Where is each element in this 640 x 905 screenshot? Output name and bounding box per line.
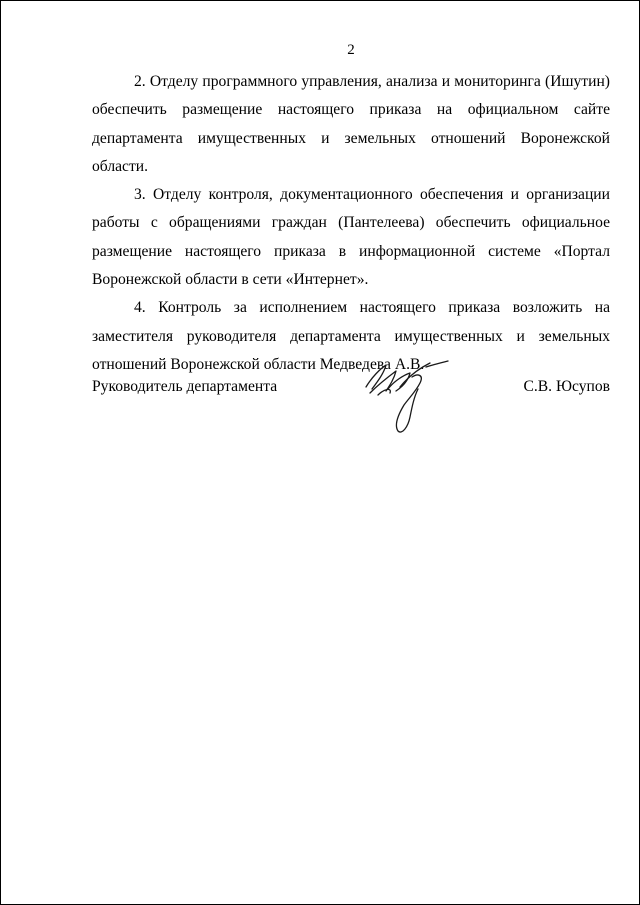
signature-block (92, 373, 610, 443)
signatory-name: С.В. Юсупов (523, 378, 610, 395)
signatory-title: Руководитель департамента (92, 378, 278, 395)
paragraph-item-2: 2. Отделу программного управления, анализа и мониторинга (Ишутин) обеспечить размещение настоящего приказа на официальном сайте департамента имущественных и земельных отношений Воронежской области. (92, 73, 610, 175)
document-body (92, 68, 610, 379)
page-number: 2 (347, 42, 355, 58)
paragraph-item-4: 4. Контроль за исполнением настоящего приказа возложить на заместителя руководителя департамента имущественных и земельных отношений Воронежской области Медведева А.В. (92, 299, 610, 373)
handwritten-signature (360, 359, 460, 439)
paragraph-item-3: 3. Отделу контроля, документационного обеспечения и организации работы с обращениями граждан (Пантелеева) обеспечить официальное размещение настоящего приказа в информационной системе «Портал Воронежской области в сети «Интернет». (92, 186, 610, 289)
